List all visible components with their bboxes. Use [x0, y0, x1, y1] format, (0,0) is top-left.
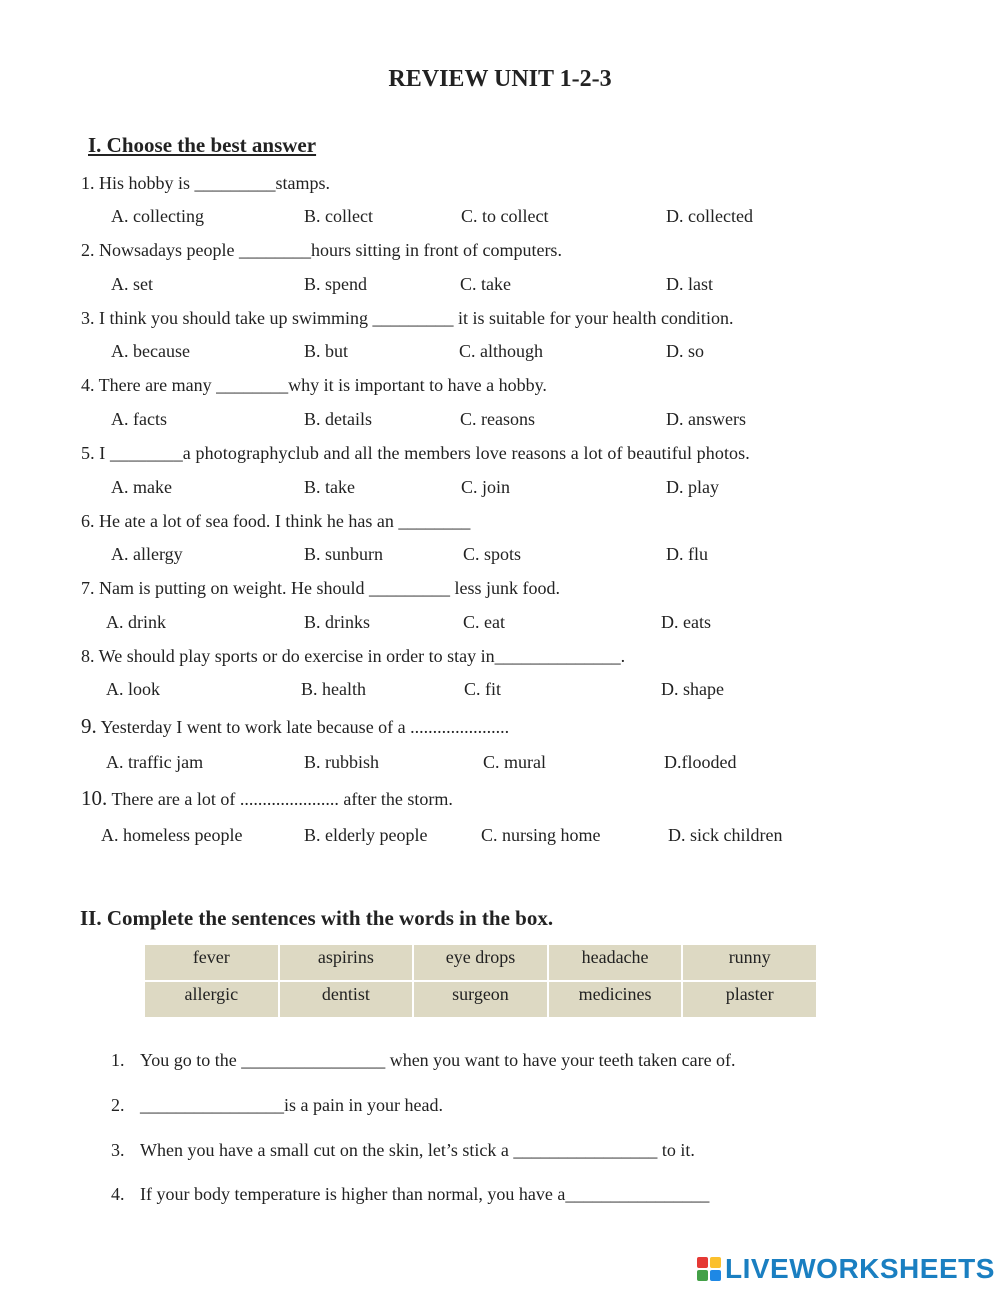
question-10-number: 10.	[81, 786, 108, 810]
q5-option-d[interactable]: D. play	[666, 477, 719, 497]
word-box-cell: runny	[682, 944, 817, 981]
q9-option-b[interactable]: B. rubbish	[304, 752, 380, 772]
sentence-2-text: ________________is a pain in your head.	[140, 1095, 443, 1115]
q3-option-a[interactable]: A. because	[111, 341, 190, 361]
q1-option-c[interactable]: C. to collect	[461, 206, 549, 226]
sentence-3-text: When you have a small cut on the skin, let’s stick a ________________ to it.	[140, 1140, 695, 1160]
q5-option-a[interactable]: A. make	[111, 477, 172, 497]
sentence-3-number: 3.	[111, 1140, 125, 1160]
word-box-cell: headache	[548, 944, 683, 981]
q8-option-a[interactable]: A. look	[106, 679, 160, 699]
logo-block-3	[697, 1270, 708, 1281]
q2-option-b[interactable]: B. spend	[304, 274, 367, 294]
question-8: 8. We should play sports or do exercise in order to stay in______________.	[81, 646, 626, 666]
q2-option-a[interactable]: A. set	[111, 274, 153, 294]
q2-option-c[interactable]: C. take	[460, 274, 511, 294]
q3-option-b[interactable]: B. but	[304, 341, 349, 361]
q7-option-c[interactable]: C. eat	[463, 612, 505, 632]
section2-heading: II. Complete the sentences with the words in the box.	[80, 906, 554, 930]
word-box-cell: eye drops	[413, 944, 548, 981]
word-box-cell: aspirins	[279, 944, 414, 981]
logo-text: LIVEWORKSHEETS	[725, 1253, 995, 1284]
word-box-cell: allergic	[144, 981, 279, 1018]
question-7: 7. Nam is putting on weight. He should _________ less junk food.	[81, 578, 560, 598]
q7-option-d[interactable]: D. eats	[661, 612, 711, 632]
q10-option-c[interactable]: C. nursing home	[481, 825, 601, 845]
sentence-1-number: 1.	[111, 1050, 125, 1070]
question-4: 4. There are many ________why it is important to have a hobby.	[81, 375, 547, 395]
sentence-2-number: 2.	[111, 1095, 125, 1115]
logo-block-4	[710, 1270, 721, 1281]
question-10	[81, 786, 453, 811]
word-box-cell: dentist	[279, 981, 414, 1018]
word-box-cell: surgeon	[413, 981, 548, 1018]
page-title: REVIEW UNIT 1-2-3	[388, 66, 612, 92]
q2-option-d[interactable]: D. last	[666, 274, 713, 294]
q6-option-a[interactable]: A. allergy	[111, 544, 183, 564]
sentence-4-text: If your body temperature is higher than normal, you have a________________	[140, 1184, 710, 1204]
word-box-cell: fever	[144, 944, 279, 981]
question-6: 6. He ate a lot of sea food. I think he has an ________	[81, 511, 471, 531]
question-1: 1. His hobby is _________stamps.	[81, 173, 331, 193]
q10-option-b[interactable]: B. elderly people	[304, 825, 428, 845]
q1-option-b[interactable]: B. collect	[304, 206, 373, 226]
question-9-number: 9.	[81, 714, 97, 738]
liveworksheets-logo[interactable]	[697, 1254, 995, 1284]
q1-option-d[interactable]: D. collected	[666, 206, 753, 226]
q10-option-d[interactable]: D. sick children	[668, 825, 783, 845]
section1-heading: I. Choose the best answer	[88, 133, 317, 157]
q6-option-c[interactable]: C. spots	[463, 544, 522, 564]
question-10-text: There are a lot of ...................... after the storm.	[111, 789, 453, 809]
word-box-row-2	[144, 981, 817, 1018]
question-9	[81, 714, 509, 739]
q6-option-b[interactable]: B. sunburn	[304, 544, 384, 564]
question-5: 5. I ________a photographyclub and all the members love reasons a lot of beautiful photos.	[81, 443, 750, 463]
q3-option-c[interactable]: C. although	[459, 341, 543, 361]
q8-option-b[interactable]: B. health	[301, 679, 366, 699]
q9-option-c[interactable]: C. mural	[483, 752, 546, 772]
question-3: 3. I think you should take up swimming _________ it is suitable for your health condition.	[81, 308, 734, 328]
logo-block-1	[697, 1257, 708, 1268]
q5-option-c[interactable]: C. join	[461, 477, 511, 497]
q9-option-d[interactable]: D.flooded	[664, 752, 737, 772]
word-box-cell: medicines	[548, 981, 683, 1018]
q9-option-a[interactable]: A. traffic jam	[106, 752, 204, 772]
q1-option-a[interactable]: A. collecting	[111, 206, 204, 226]
word-box	[143, 943, 818, 1019]
sentence-1-text: You go to the ________________ when you want to have your teeth taken care of.	[140, 1050, 736, 1070]
q10-option-a[interactable]: A. homeless people	[101, 825, 243, 845]
word-box-row-1	[144, 944, 817, 981]
word-box-cell: plaster	[682, 981, 817, 1018]
question-9-text: Yesterday I went to work late because of a ......................	[100, 717, 510, 737]
q6-option-d[interactable]: D. flu	[666, 544, 708, 564]
sentence-4-number: 4.	[111, 1184, 125, 1204]
logo-block-2	[710, 1257, 721, 1268]
q8-option-d[interactable]: D. shape	[661, 679, 724, 699]
q4-option-a[interactable]: A. facts	[111, 409, 167, 429]
q4-option-d[interactable]: D. answers	[666, 409, 746, 429]
question-2: 2. Nowsadays people ________hours sitting in front of computers.	[81, 240, 562, 260]
q4-option-c[interactable]: C. reasons	[460, 409, 535, 429]
q3-option-d[interactable]: D. so	[666, 341, 705, 361]
q7-option-b[interactable]: B. drinks	[304, 612, 371, 632]
q4-option-b[interactable]: B. details	[304, 409, 372, 429]
q5-option-b[interactable]: B. take	[304, 477, 355, 497]
logo-blocks-icon	[697, 1257, 721, 1281]
q8-option-c[interactable]: C. fit	[464, 679, 502, 699]
q7-option-a[interactable]: A. drink	[106, 612, 166, 632]
